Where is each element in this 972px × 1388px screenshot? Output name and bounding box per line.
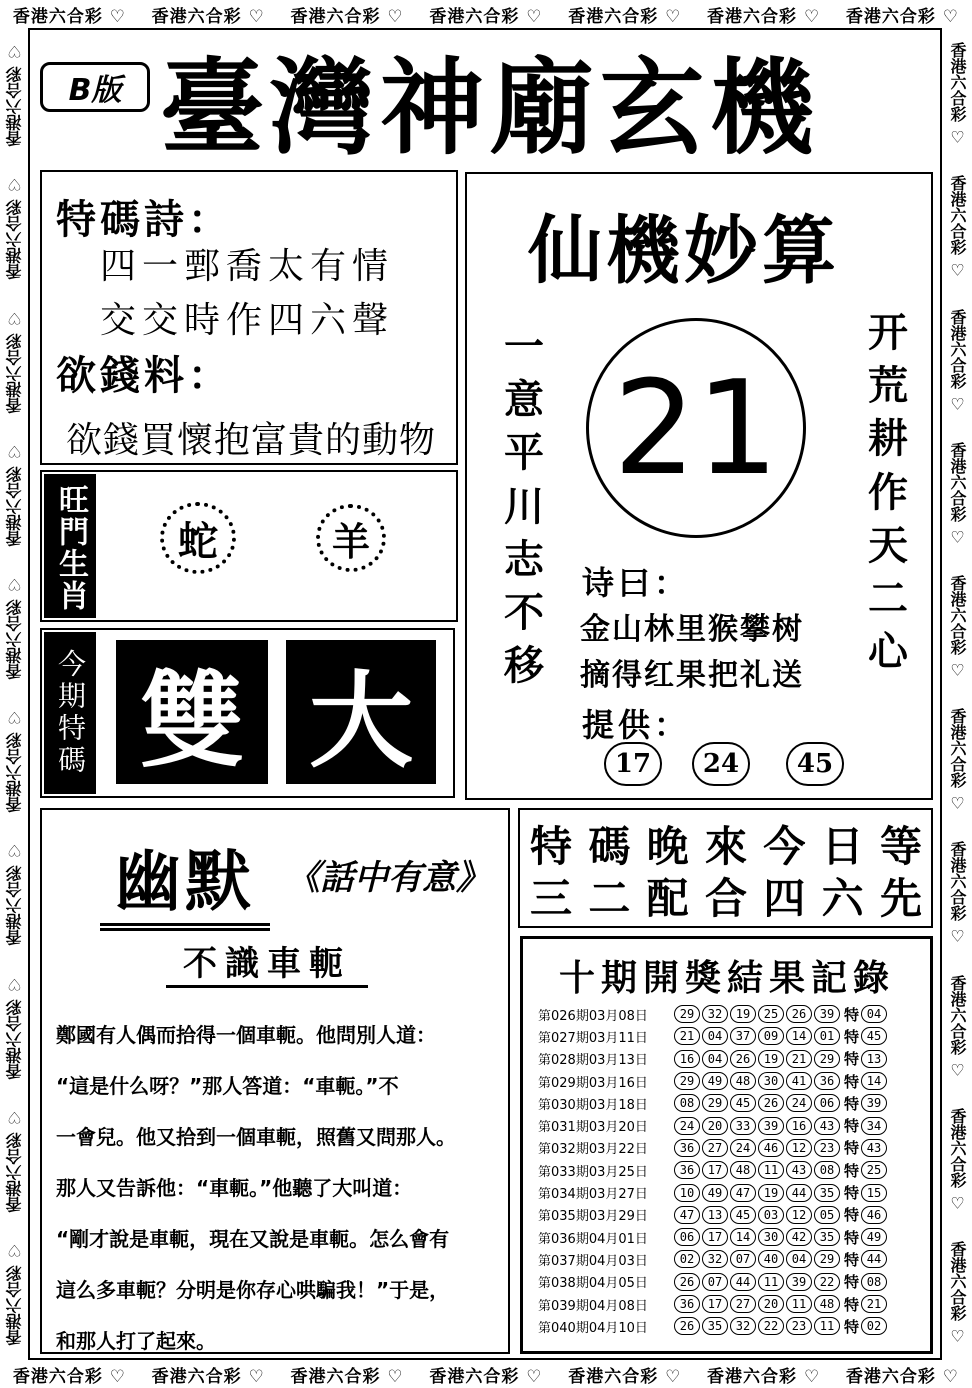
record-number: 29	[814, 1250, 840, 1268]
border-text: 香港六合彩 ♡	[151, 1366, 265, 1387]
record-number: 24	[730, 1139, 756, 1157]
record-number: 29	[674, 1005, 700, 1023]
record-number: 14	[786, 1027, 812, 1045]
record-number: 36	[674, 1161, 700, 1179]
record-number: 12	[786, 1139, 812, 1157]
story-line: “這是什么呀？”那人答道：“車軛。”不	[56, 1074, 399, 1098]
special-row-2-char: 先	[879, 874, 922, 923]
special-row-1-char: 今	[763, 822, 806, 871]
record-period: 第037期04月03日	[538, 1253, 648, 1269]
record-period: 第034期03月27日	[538, 1187, 648, 1203]
record-special-number: 43	[861, 1139, 887, 1157]
story-paragraph	[56, 1010, 504, 1367]
record-number: 16	[786, 1117, 812, 1135]
record-number: 21	[674, 1027, 700, 1045]
record-number: 21	[786, 1050, 812, 1068]
xianji-left-char: 移	[504, 642, 544, 690]
jinqi-label: 今期特碼	[54, 649, 87, 777]
record-number: 22	[814, 1273, 840, 1291]
border-text: 香港六合彩 ♡	[948, 42, 967, 147]
xianji-right-char: 心	[868, 628, 908, 676]
special-row-2-char: 二	[588, 874, 631, 923]
record-period: 第030期03月18日	[538, 1097, 648, 1113]
record-number: 44	[730, 1273, 756, 1291]
border-text: 香港六合彩 ♡	[12, 1366, 126, 1387]
record-number: 29	[674, 1072, 700, 1090]
humor-subtitle: 《話中有意》	[286, 858, 490, 898]
story-line: “剛才說是車軛，現在又說是車軛。怎么會有	[56, 1227, 450, 1251]
special-row-2-char: 三	[530, 874, 573, 923]
record-number: 39	[758, 1117, 784, 1135]
center-number: 21	[613, 352, 779, 504]
record-special-number: 15	[861, 1184, 887, 1202]
record-number: 07	[702, 1273, 728, 1291]
record-number: 06	[674, 1228, 700, 1246]
record-number: 17	[702, 1228, 728, 1246]
xianji-right-char: 荒	[868, 362, 908, 410]
record-number: 07	[730, 1250, 756, 1268]
record-number: 33	[730, 1117, 756, 1135]
record-special-number: 49	[861, 1228, 887, 1246]
record-period: 第029期03月16日	[538, 1075, 648, 1091]
xianji-poem-line-1: 金山林里猴攀树	[580, 612, 804, 647]
jinqi-word-2-box	[286, 640, 436, 784]
special-row-1-char: 等	[879, 822, 922, 871]
records-title: 十期開獎結果記錄	[558, 958, 895, 999]
record-number: 03	[758, 1206, 784, 1224]
jinqi-word-1-box	[116, 640, 268, 784]
xianji-right-column	[860, 306, 916, 678]
xianji-poem-line-2: 摘得红果把礼送	[580, 658, 804, 693]
record-number: 48	[814, 1295, 840, 1313]
record-number: 20	[758, 1295, 784, 1313]
record-number: 27	[702, 1139, 728, 1157]
record-number: 23	[814, 1139, 840, 1157]
story-line: 一會兒。他又拾到一個車軛，照舊又問那人。	[56, 1125, 456, 1149]
record-number: 36	[814, 1072, 840, 1090]
record-number: 43	[786, 1161, 812, 1179]
record-special-number: 25	[861, 1161, 887, 1179]
border-text: 香港六合彩 ♡	[568, 1366, 682, 1387]
border-text: 香港六合彩 ♡	[429, 1366, 543, 1387]
border-text: 香港六合彩 ♡	[5, 1240, 24, 1346]
record-row	[538, 1003, 924, 1025]
record-number: 26	[786, 1005, 812, 1023]
ball-number: 17	[604, 742, 662, 786]
border-text: 香港六合彩 ♡	[707, 6, 821, 27]
record-row	[538, 1137, 924, 1159]
record-number: 30	[758, 1072, 784, 1090]
border-text: 香港六合彩 ♡	[707, 1366, 821, 1387]
record-number: 47	[730, 1184, 756, 1202]
xianji-right-char: 二	[868, 574, 908, 622]
xianji-ball-1	[604, 742, 662, 786]
record-number: 11	[758, 1161, 784, 1179]
record-number: 09	[758, 1027, 784, 1045]
border-text: 香港六合彩 ♡	[5, 1107, 24, 1213]
record-number: 26	[758, 1094, 784, 1112]
record-number: 04	[702, 1027, 728, 1045]
xianji-poem-label: 诗曰：	[582, 564, 691, 602]
zodiac-snake-label: 蛇	[178, 518, 218, 565]
xianji-left-char: 意	[504, 376, 544, 424]
record-number: 36	[674, 1139, 700, 1157]
special-row-2-char: 合	[704, 874, 747, 923]
wangmen-box	[40, 470, 458, 622]
record-row	[538, 1226, 924, 1248]
record-number: 49	[702, 1184, 728, 1202]
record-number: 48	[730, 1161, 756, 1179]
record-row	[538, 1048, 924, 1070]
record-number: 20	[702, 1117, 728, 1135]
record-special-label: 特	[844, 1139, 860, 1158]
record-number: 29	[702, 1094, 728, 1112]
xianji-right-char: 开	[868, 309, 908, 356]
record-period: 第040期04月10日	[538, 1320, 648, 1336]
record-period: 第035期03月29日	[538, 1209, 648, 1225]
top-border	[0, 0, 972, 28]
record-number: 45	[730, 1094, 756, 1112]
record-number: 29	[814, 1050, 840, 1068]
page-title: 臺灣神廟玄機	[160, 46, 821, 169]
border-text: 香港六合彩 ♡	[948, 308, 967, 414]
record-number: 16	[674, 1050, 700, 1068]
record-period: 第033期03月25日	[538, 1164, 648, 1180]
record-special-label: 特	[844, 1161, 860, 1180]
border-text: 香港六合彩 ♡	[5, 708, 24, 813]
record-number: 40	[758, 1250, 784, 1268]
record-number: 36	[674, 1295, 700, 1313]
xianji-left-column	[496, 320, 552, 692]
record-row	[538, 1204, 924, 1226]
border-text: 香港六合彩 ♡	[948, 974, 967, 1080]
record-row	[538, 1181, 924, 1203]
zodiac-snake-stamp	[160, 502, 236, 574]
border-text: 香港六合彩 ♡	[5, 841, 24, 946]
xianji-left-char: 志	[504, 535, 544, 583]
record-number: 39	[814, 1005, 840, 1023]
record-number: 26	[674, 1317, 700, 1335]
record-number: 35	[702, 1317, 728, 1335]
left-border	[0, 28, 30, 1360]
xianji-right-char: 作	[868, 468, 908, 516]
xianji-provide-label: 提供：	[582, 706, 691, 744]
record-row	[538, 1315, 924, 1337]
border-text: 香港六合彩 ♡	[5, 575, 24, 680]
record-number: 35	[814, 1228, 840, 1246]
record-row	[538, 1293, 924, 1315]
special-row-1-char: 碼	[588, 822, 631, 871]
special-row-2-char: 六	[821, 874, 864, 923]
record-special-number: 04	[861, 1005, 887, 1023]
story-line: 那人又告訴他：“車軛。”他聽了大叫道：	[56, 1176, 413, 1200]
record-number: 45	[730, 1206, 756, 1224]
record-special-label: 特	[844, 1094, 860, 1113]
record-number: 19	[758, 1184, 784, 1202]
center-number-circle	[586, 318, 806, 538]
records-table	[538, 1003, 924, 1337]
zodiac-goat-label: 羊	[331, 519, 370, 564]
edition-label: B版	[68, 73, 122, 108]
record-special-label: 特	[844, 1250, 860, 1269]
record-special-number: 34	[861, 1117, 887, 1135]
record-special-label: 特	[844, 1117, 860, 1136]
record-special-label: 特	[844, 1228, 860, 1247]
record-special-label: 特	[844, 1273, 860, 1292]
special-row-2	[530, 866, 922, 926]
xianji-left-char: 平	[504, 429, 544, 477]
record-period: 第032期03月22日	[538, 1142, 648, 1158]
special-row-1-char: 晚	[646, 822, 689, 871]
record-number: 32	[730, 1317, 756, 1335]
special-row-1-char: 來	[704, 822, 747, 871]
special-row-2-char: 配	[646, 874, 689, 923]
border-text: 香港六合彩 ♡	[948, 175, 967, 281]
xianji-left-char: 一	[504, 323, 544, 370]
record-special-label: 特	[844, 1072, 860, 1091]
record-special-label: 特	[844, 1295, 860, 1314]
record-special-label: 特	[844, 1317, 860, 1336]
border-text: 香港六合彩 ♡	[948, 841, 967, 946]
record-number: 44	[786, 1184, 812, 1202]
border-text: 香港六合彩 ♡	[290, 1366, 404, 1387]
record-number: 11	[786, 1295, 812, 1313]
special-row-2-char: 四	[763, 874, 806, 923]
record-number: 10	[674, 1184, 700, 1202]
record-number: 05	[814, 1206, 840, 1224]
record-number: 32	[702, 1250, 728, 1268]
record-number: 42	[786, 1228, 812, 1246]
story-title: 不識車軛	[166, 936, 368, 988]
record-number: 11	[814, 1317, 840, 1335]
story-line: 鄭國有人偶而拾得一個車軛。他問別人道：	[56, 1023, 436, 1047]
record-number: 13	[702, 1206, 728, 1224]
record-number: 41	[786, 1072, 812, 1090]
record-special-label: 特	[844, 1184, 860, 1203]
record-number: 35	[814, 1184, 840, 1202]
xianji-right-char: 天	[868, 521, 908, 569]
record-number: 47	[674, 1206, 700, 1224]
qian-text: 欲錢買懷抱富貴的動物	[66, 420, 437, 461]
xianji-ball-3	[786, 742, 844, 786]
ball-number: 24	[692, 742, 750, 786]
record-number: 49	[702, 1072, 728, 1090]
poem-line-1: 四一鄄喬太有情	[100, 246, 395, 287]
record-number: 19	[758, 1050, 784, 1068]
border-text: 香港六合彩 ♡	[845, 6, 960, 27]
border-text: 香港六合彩 ♡	[845, 1366, 960, 1387]
qian-label: 欲錢料：	[56, 353, 232, 399]
record-special-label: 特	[844, 1005, 860, 1024]
record-row	[538, 1092, 924, 1114]
record-number: 04	[702, 1050, 728, 1068]
ball-number: 45	[786, 742, 844, 786]
record-row	[538, 1025, 924, 1047]
special-row-1	[530, 814, 922, 874]
record-number: 19	[730, 1005, 756, 1023]
record-special-label: 特	[844, 1050, 860, 1069]
record-number: 32	[702, 1005, 728, 1023]
record-special-number: 39	[861, 1094, 887, 1112]
record-special-number: 21	[861, 1295, 887, 1313]
record-period: 第028期03月13日	[538, 1053, 648, 1069]
record-number: 26	[674, 1273, 700, 1291]
record-number: 46	[758, 1139, 784, 1157]
record-number: 12	[786, 1206, 812, 1224]
record-row	[538, 1070, 924, 1092]
record-row	[538, 1114, 924, 1136]
border-text: 香港六合彩 ♡	[948, 441, 967, 547]
record-period: 第027期03月11日	[538, 1030, 648, 1046]
border-text: 香港六合彩 ♡	[948, 708, 967, 813]
record-period: 第026期03月08日	[538, 1008, 648, 1024]
record-special-number: 44	[861, 1250, 887, 1268]
special-row-1-char: 日	[821, 822, 864, 871]
record-special-number: 08	[861, 1273, 887, 1291]
border-text: 香港六合彩 ♡	[151, 6, 265, 27]
record-period: 第038期04月05日	[538, 1276, 648, 1292]
record-number: 06	[814, 1094, 840, 1112]
record-number: 14	[730, 1228, 756, 1246]
xianji-left-char: 川	[504, 482, 544, 530]
record-number: 17	[702, 1295, 728, 1313]
jinqi-word-1: 雙	[139, 660, 244, 782]
border-text: 香港六合彩 ♡	[5, 974, 24, 1080]
record-special-number: 02	[861, 1317, 887, 1335]
border-text: 香港六合彩 ♡	[568, 6, 682, 27]
border-text: 香港六合彩 ♡	[290, 6, 404, 27]
record-number: 11	[758, 1273, 784, 1291]
border-text: 香港六合彩 ♡	[5, 42, 24, 147]
record-special-label: 特	[844, 1206, 860, 1225]
border-text: 香港六合彩 ♡	[5, 441, 24, 547]
poem-label: 特碼詩：	[56, 197, 232, 243]
record-number: 24	[786, 1094, 812, 1112]
border-text: 香港六合彩 ♡	[5, 308, 24, 414]
zodiac-goat-stamp	[316, 504, 386, 572]
record-number: 22	[758, 1317, 784, 1335]
right-border	[942, 28, 972, 1360]
record-row	[538, 1159, 924, 1181]
record-number: 08	[814, 1161, 840, 1179]
record-number: 01	[814, 1027, 840, 1045]
poem-line-2: 交交時作四六聲	[100, 300, 395, 341]
record-row	[538, 1271, 924, 1293]
record-special-number: 13	[861, 1050, 887, 1068]
record-number: 25	[758, 1005, 784, 1023]
edition-badge	[40, 62, 150, 112]
border-text: 香港六合彩 ♡	[948, 1107, 967, 1213]
record-number: 17	[702, 1161, 728, 1179]
border-text: 香港六合彩 ♡	[429, 6, 543, 27]
record-special-number: 46	[861, 1206, 887, 1224]
border-text: 香港六合彩 ♡	[12, 6, 126, 27]
record-number: 30	[758, 1228, 784, 1246]
border-text: 香港六合彩 ♡	[948, 1240, 967, 1346]
record-number: 39	[786, 1273, 812, 1291]
record-number: 02	[674, 1250, 700, 1268]
record-number: 08	[674, 1094, 700, 1112]
record-number: 26	[730, 1050, 756, 1068]
record-row	[538, 1248, 924, 1270]
record-period: 第036期04月01日	[538, 1231, 648, 1247]
story-line: 這么多車軛？分明是你存心哄騙我！”于是，	[56, 1278, 450, 1302]
record-number: 23	[786, 1317, 812, 1335]
xianji-title: 仙機妙算	[528, 208, 840, 294]
jinqi-word-2: 大	[308, 660, 413, 782]
record-special-number: 45	[861, 1027, 887, 1045]
record-number: 27	[730, 1295, 756, 1313]
record-number: 04	[786, 1250, 812, 1268]
xianji-right-char: 耕	[868, 415, 908, 463]
humor-title: 幽默	[100, 828, 270, 931]
record-number: 24	[674, 1117, 700, 1135]
story-line: 和那人打了起來。	[56, 1329, 216, 1353]
border-text: 香港六合彩 ♡	[5, 175, 24, 281]
xianji-ball-2	[692, 742, 750, 786]
wangmen-label: 旺門生肖	[53, 484, 88, 612]
xianji-left-char: 不	[504, 588, 544, 636]
record-number: 43	[814, 1117, 840, 1135]
record-period: 第039期04月08日	[538, 1298, 648, 1314]
record-number: 48	[730, 1072, 756, 1090]
record-special-label: 特	[844, 1027, 860, 1046]
record-period: 第031期03月20日	[538, 1120, 648, 1136]
record-special-number: 14	[861, 1072, 887, 1090]
border-text: 香港六合彩 ♡	[948, 575, 967, 680]
record-number: 37	[730, 1027, 756, 1045]
special-row-1-char: 特	[530, 822, 573, 871]
